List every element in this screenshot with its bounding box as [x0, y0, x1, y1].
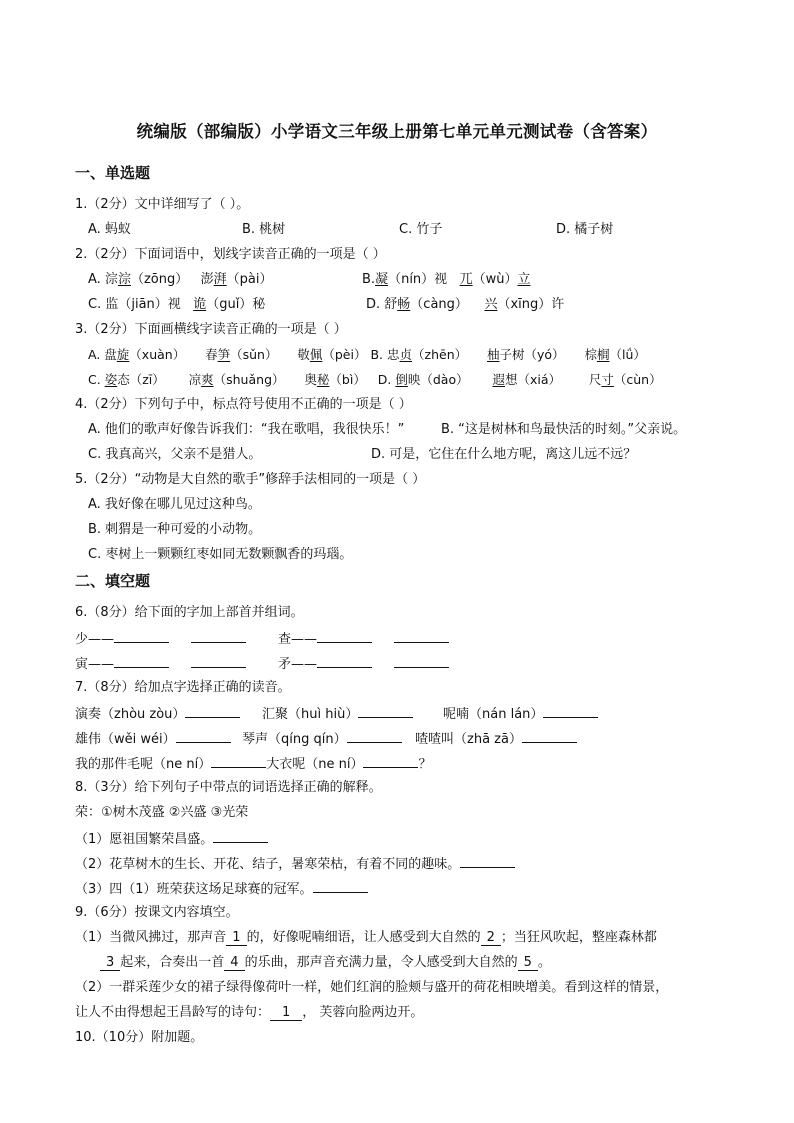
underlined-char: 爽	[201, 372, 214, 387]
answer-blank[interactable]	[460, 854, 515, 868]
answer-blank[interactable]	[543, 704, 598, 718]
answer-blank[interactable]	[317, 629, 372, 643]
question-10-stem: 10.（10分）附加题。	[75, 1030, 204, 1045]
underlined-char: 佩	[309, 347, 323, 362]
q9-text: 让人不由得想起王昌龄写的诗句：	[75, 1005, 271, 1020]
underlined-char: 立	[517, 272, 531, 287]
q7-word: 演奏（zhòu zòu）	[75, 707, 186, 722]
q7-word: 雄伟（wěi wéi）	[75, 732, 176, 747]
q3-text: 棕	[584, 347, 597, 362]
answer-blank[interactable]	[313, 879, 368, 893]
q2-b2-pinyin: （wù）	[472, 272, 518, 287]
q3-text: B. 忠	[370, 347, 400, 362]
question-3-stem: 3.（2分）下面画横线字读音正确的一项是（ ）	[75, 322, 347, 337]
answer-blank[interactable]: 4	[224, 955, 244, 971]
q3-pinyin: （zhēn）	[412, 347, 468, 362]
q3-text: 春	[205, 347, 218, 362]
q9-line-4	[75, 1004, 423, 1022]
underlined-char: 凝	[375, 272, 389, 287]
question-1-stem: 1.（2分）文中详细写了（ ）。	[75, 197, 250, 212]
q7-punct: ？	[418, 757, 432, 772]
q7-word: 大衣呢（ne ní）	[266, 757, 364, 772]
q9-text: 的乐曲，那声音充满力量，令人感受到大自然的	[244, 955, 518, 970]
q3-pinyin: 映（dào）	[407, 372, 469, 387]
q6-char: 矛——	[278, 657, 318, 672]
q8-sentence-2	[75, 854, 515, 874]
answer-blank[interactable]	[394, 654, 449, 668]
answer-blank[interactable]: 1	[226, 930, 246, 946]
underlined-char: 贞	[399, 347, 413, 362]
q2-d2-pinyin: （xīng）许	[497, 297, 565, 312]
q7-item-3	[443, 704, 598, 724]
answer-blank[interactable]	[211, 754, 266, 768]
question-8-stem: 8.（3分）给下列句子中带点的词语选择正确的解释。	[75, 780, 382, 795]
q7-item-6	[415, 729, 577, 749]
q3-pinyin: （xuàn）	[129, 347, 186, 362]
q3-pinyin: 态（zī）	[117, 372, 165, 387]
q3-text: 凉	[188, 372, 202, 387]
answer-blank[interactable]	[347, 729, 402, 743]
q9-text: ；当狂风吹起，整座森林都	[500, 930, 657, 945]
answer-blank[interactable]	[363, 754, 418, 768]
q3-pinyin: （pèi）	[322, 347, 367, 362]
q2-a2-pinyin: （pài）	[226, 272, 273, 287]
q2-c-pinyin: （jiān）视	[118, 297, 181, 312]
q8-sentence-text: （2）花草树木的生长、开花、结子，暑寒荣枯，有着不同的趣味。	[75, 857, 461, 872]
q7-word: 喳喳叫（zhā zā）	[415, 732, 522, 747]
q8-sentence-3	[75, 879, 368, 899]
q4-option-b[interactable]: B. “这是树林和鸟最快活的时刻。”父亲说。	[441, 422, 687, 437]
section-heading-fill-blank: 二、填空题	[75, 572, 151, 590]
q3-text: 敬	[297, 347, 310, 362]
q7-item-4	[75, 729, 231, 749]
q5-option-a[interactable]: A. 我好像在哪儿见过这种鸟。	[88, 497, 261, 512]
q6-item-2	[278, 629, 449, 649]
q9-text: 起来，合奏出一首	[120, 955, 225, 970]
q3-pinyin: 想（xiá）	[504, 372, 561, 387]
q4-option-a[interactable]: A. 他们的歌声好像告诉我们：“我在歌唱，我很快乐！”	[88, 422, 405, 437]
answer-blank[interactable]	[213, 829, 268, 843]
underlined-char: 榈	[596, 347, 610, 362]
underlined-char: 柚	[487, 347, 500, 362]
question-5-stem: 5.（2分）“动物是大自然的歌手”修辞手法相同的一项是（ ）	[75, 472, 426, 487]
answer-blank[interactable]	[176, 729, 231, 743]
answer-blank[interactable]	[191, 629, 246, 643]
q6-char: 寅——	[75, 657, 115, 672]
answer-blank[interactable]	[114, 629, 169, 643]
q1-option-a[interactable]: A. 蚂蚁	[88, 222, 131, 237]
answer-blank[interactable]	[114, 654, 169, 668]
question-9-stem: 9.（6分）按课文内容填空。	[75, 905, 239, 920]
q8-sentence-1	[75, 829, 268, 849]
q8-definitions: 荣：①树木茂盛 ②兴盛 ③光荣	[75, 805, 249, 820]
q7-word: 我的那件毛呢（ne ní）	[75, 757, 212, 772]
q7-item-5	[242, 729, 402, 749]
q4-option-c[interactable]: C. 我真高兴，父亲不是猎人。	[88, 447, 262, 462]
q6-item-4	[278, 654, 449, 674]
q9-line-1	[75, 929, 657, 947]
q8-sentence-text: （1）愿祖国繁荣昌盛。	[75, 832, 214, 847]
q2-a2-text: 澎	[200, 272, 214, 287]
q3-pinyin: （lǘ）	[609, 347, 646, 362]
q6-item-3	[75, 654, 246, 674]
q8-sentence-text: （3）四（1）班荣获这场足球赛的冠军。	[75, 882, 313, 897]
q5-option-b[interactable]: B. 刺猬是一种可爱的小动物。	[88, 522, 262, 537]
q9-line-3: （2）一群采莲少女的裙子绿得像荷叶一样，她们红润的脸颊与盛开的荷花相映增美。看到这样的情景，	[75, 980, 669, 995]
underlined-char: 兴	[484, 297, 498, 312]
answer-blank[interactable]: 1	[270, 1005, 302, 1021]
page-title: 统编版（部编版）小学语文三年级上册第七单元单元测试卷（含答案）	[136, 122, 658, 141]
q7-item-7	[75, 754, 431, 774]
q3-text: 尺	[588, 372, 602, 387]
q2-a-text: A. 淙	[88, 272, 118, 287]
question-6-stem: 6.（8分）给下面的字加上部首并组词。	[75, 605, 304, 620]
q3-text: 奥	[304, 372, 317, 387]
section-heading-single-choice: 一、单选题	[75, 164, 151, 182]
underlined-char: 畅	[397, 297, 411, 312]
q1-option-b[interactable]: B. 桃树	[242, 222, 286, 237]
q9-text: 。	[537, 955, 551, 970]
question-7-stem: 7.（8分）给加点字选择正确的读音。	[75, 680, 291, 695]
q4-option-d[interactable]: D. 可是，它住在什么地方呢，离这儿远不远？	[371, 447, 637, 462]
underlined-char: 旋	[116, 347, 130, 362]
underlined-char: 笋	[217, 347, 231, 362]
answer-blank[interactable]	[191, 654, 246, 668]
q7-word: 琴声（qíng qín）	[242, 732, 347, 747]
q2-d-text: D. 舒	[366, 297, 398, 312]
q2-d-pinyin: （càng）	[410, 297, 468, 312]
q3-text: C.	[88, 372, 101, 387]
q1-option-c[interactable]: C. 竹子	[399, 222, 443, 237]
underlined-char: 秘	[316, 372, 330, 387]
question-4-stem: 4.（2分）下列句子中，标点符号使用不正确的一项是（ ）	[75, 397, 412, 412]
answer-blank[interactable]	[358, 704, 413, 718]
q7-item-2	[262, 704, 413, 724]
q9-line-2	[100, 954, 551, 972]
underlined-char: 遐	[492, 372, 505, 387]
underlined-char: 姿	[104, 372, 118, 387]
question-2-stem: 2.（2分）下面词语中，划线字读音正确的一项是（ ）	[75, 247, 386, 262]
answer-blank[interactable]	[522, 729, 577, 743]
underlined-char: 淙	[117, 272, 131, 287]
q2-option-b[interactable]	[362, 271, 530, 289]
answer-blank[interactable]: 2	[481, 930, 501, 946]
answer-blank[interactable]	[394, 629, 449, 643]
q9-text: （1）当微风拂过，那声音	[75, 930, 227, 945]
q2-c2-pinyin: （guǐ）秘	[206, 297, 266, 312]
q6-char: 少——	[75, 632, 115, 647]
q3-row-ab[interactable]	[88, 346, 646, 364]
underlined-char: 寸	[601, 372, 614, 387]
q7-word: 汇聚（huì hiù）	[262, 707, 359, 722]
q6-item-1	[75, 629, 246, 649]
q3-pinyin: （cùn）	[613, 372, 662, 387]
underlined-char: 湃	[213, 272, 227, 287]
q3-pinyin: （bì）	[329, 372, 366, 387]
answer-blank[interactable]: 5	[518, 955, 538, 971]
q3-pinyin: 子树（yó）	[499, 347, 565, 362]
q2-c-text: C. 监	[88, 297, 119, 312]
q2-option-c[interactable]	[88, 296, 265, 314]
underlined-char: 诡	[193, 297, 207, 312]
q2-a-pinyin: （zōng）	[130, 272, 189, 287]
q7-word: 呢喃（nán lán）	[443, 707, 544, 722]
q7-item-1	[75, 704, 240, 724]
q6-char: 查——	[278, 632, 318, 647]
q9-text: ， 芙蓉向脸两边开。	[302, 1005, 424, 1020]
answer-blank[interactable]: 3	[100, 955, 120, 971]
q2-option-d[interactable]	[366, 296, 564, 314]
q3-text: A. 盘	[88, 347, 117, 362]
q9-text: 的，好像呢喃细语，让人感受到大自然的	[246, 930, 481, 945]
q3-text: D.	[377, 372, 392, 387]
answer-blank[interactable]	[185, 704, 240, 718]
q3-row-cd[interactable]	[88, 371, 662, 389]
q1-option-d[interactable]: D. 橘子树	[556, 222, 614, 237]
q5-option-c[interactable]: C. 枣树上一颗颗红枣如同无数颗飘香的玛瑙。	[88, 547, 353, 562]
underlined-char: 兀	[459, 272, 473, 287]
q2-option-a[interactable]	[88, 271, 273, 289]
q3-pinyin: （sǔn）	[230, 347, 278, 362]
answer-blank[interactable]	[317, 654, 372, 668]
q3-pinyin: （shuǎng）	[213, 372, 285, 387]
q2-b-text: B.	[362, 272, 376, 287]
underlined-char: 倒	[395, 372, 408, 387]
q2-b-pinyin: （nín）视	[388, 272, 448, 287]
